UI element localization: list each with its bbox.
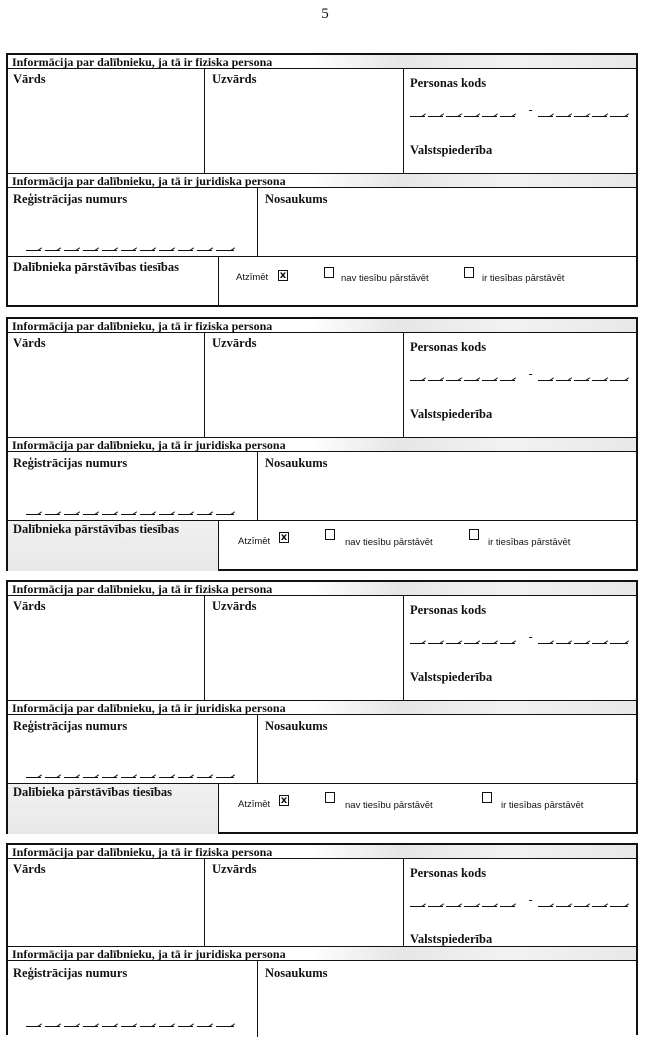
nav-tiesibu-checkbox[interactable] (325, 792, 335, 803)
parstavibas-label: Dalībnieka pārstāvības tiesības (13, 260, 180, 274)
atzimet-checkbox: x (280, 795, 288, 806)
atzimet-label: Atzīmēt (238, 799, 271, 810)
vards-label: Vārds (13, 336, 46, 350)
nav-tiesibu-checkbox[interactable] (325, 529, 335, 540)
ir-tiesibas-label: ir tiesības pārstāvēt (482, 273, 565, 284)
nav-tiesibu-label: nav tiesību pārstāvēt (345, 537, 433, 548)
vards-label: Vārds (13, 72, 46, 86)
personas-kods-label: Personas kods (410, 340, 487, 354)
nosaukums-label: Nosaukums (265, 966, 328, 980)
ir-tiesibas-label: ir tiesības pārstāvēt (501, 800, 584, 811)
vards-label: Vārds (13, 599, 46, 613)
nav-tiesibu-checkbox[interactable] (324, 267, 334, 278)
registracijas-numurs-label: Reģistrācijas numurs (13, 456, 128, 470)
participant-block-4 (6, 843, 638, 1035)
atzimet-label: Atzīmēt (238, 536, 271, 547)
uzvards-label: Uzvārds (212, 336, 257, 350)
registracijas-numurs-field[interactable] (26, 768, 238, 778)
nosaukums-label: Nosaukums (265, 192, 328, 206)
nosaukums-label: Nosaukums (265, 719, 328, 733)
legal-person-header: Informācija par dalībnieku, ja tā ir juridiska persona (8, 947, 636, 961)
ir-tiesibas-checkbox[interactable] (469, 529, 479, 540)
ir-tiesibas-checkbox[interactable] (464, 267, 474, 278)
legal-person-header: Informācija par dalībnieku, ja tā ir juridiska persona (8, 174, 636, 188)
valstspiederiba-label: Valstspiederība (410, 670, 493, 684)
physical-person-header: Informācija par dalībnieku, ja tā ir fiziska persona (8, 582, 636, 596)
vards-label: Vārds (13, 862, 46, 876)
physical-person-header: Informācija par dalībnieku, ja tā ir fiziska persona (8, 845, 636, 859)
personas-kods-separator: - (527, 893, 535, 907)
uzvards-label: Uzvārds (212, 599, 257, 613)
registracijas-numurs-field[interactable] (26, 505, 238, 515)
legal-person-header: Informācija par dalībnieku, ja tā ir juridiska persona (8, 701, 636, 715)
legal-person-header: Informācija par dalībnieku, ja tā ir juridiska persona (8, 438, 636, 452)
nav-tiesibu-label: nav tiesību pārstāvēt (341, 273, 429, 284)
physical-person-header: Informācija par dalībnieku, ja tā ir fiziska persona (8, 319, 636, 333)
valstspiederiba-label: Valstspiederība (410, 143, 493, 157)
personas-kods-field[interactable] (410, 103, 634, 117)
valstspiederiba-label: Valstspiederība (410, 932, 493, 946)
personas-kods-label: Personas kods (410, 866, 487, 880)
ir-tiesibas-label: ir tiesības pārstāvēt (488, 537, 571, 548)
personas-kods-separator: - (527, 630, 535, 644)
personas-kods-field[interactable] (410, 893, 634, 907)
personas-kods-separator: - (527, 367, 535, 381)
physical-person-header: Informācija par dalībnieku, ja tā ir fiziska persona (8, 55, 636, 69)
valstspiederiba-label: Valstspiederība (410, 407, 493, 421)
page-number: 5 (321, 6, 329, 22)
personas-kods-label: Personas kods (410, 603, 487, 617)
registracijas-numurs-label: Reģistrācijas numurs (13, 966, 128, 980)
registracijas-numurs-field[interactable] (26, 241, 238, 251)
atzimet-checkbox: x (279, 270, 287, 281)
atzimet-checkbox: x (280, 532, 288, 543)
uzvards-label: Uzvārds (212, 862, 257, 876)
uzvards-label: Uzvārds (212, 72, 257, 86)
personas-kods-label: Personas kods (410, 76, 487, 90)
parstavibas-label: Dalībnieka pārstāvības tiesības (13, 522, 180, 536)
parstavibas-label: Dalībieka pārstāvības tiesības (13, 785, 173, 799)
personas-kods-field[interactable] (410, 367, 634, 381)
nav-tiesibu-label: nav tiesību pārstāvēt (345, 800, 433, 811)
ir-tiesibas-checkbox[interactable] (482, 792, 492, 803)
participant-block-3 (6, 580, 638, 834)
registracijas-numurs-label: Reģistrācijas numurs (13, 192, 128, 206)
participant-block-1 (6, 53, 638, 307)
registracijas-numurs-field[interactable] (26, 1017, 238, 1027)
personas-kods-field[interactable] (410, 630, 634, 644)
nosaukums-label: Nosaukums (265, 456, 328, 470)
atzimet-label: Atzīmēt (236, 272, 269, 283)
registracijas-numurs-label: Reģistrācijas numurs (13, 719, 128, 733)
participant-block-2 (6, 317, 638, 571)
personas-kods-separator: - (527, 103, 535, 117)
